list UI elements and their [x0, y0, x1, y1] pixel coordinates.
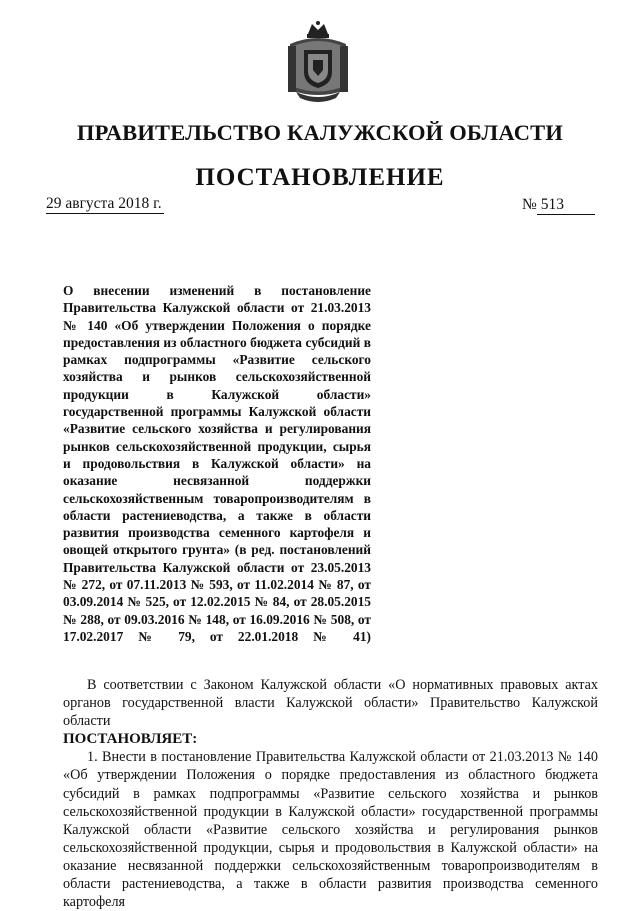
document-subject: О внесении изменений в постановление Правительства Калужской области от 21.03.2013 № 140 «Об утверждении Положения о порядке предоставления из областного бюджета субсидий в рамках подпрограммы «Развитие сельского хозяйства и рынков сельскохозяйственной продукции в Калужской области» государственной программы Калужской области «Развитие сельского хозяйства и регулирования рынков сельскохозяйственной продукции, сырья и продовольствия в Калужской области» на оказание несвязанной поддержки сельскохозяйственным товаропроизводителям в области растениеводства, а также в области развития производства семенного картофеля и овощей открытого грунта» (в ред. постановлений Правительства Калужской области от 23.05.2013 № 272, от 07.11.2013 № 593, от 11.02.2014 № 87, от 03.09.2014 № 525, от 12.02.2015 № 84, от 28.05.2015 № 288, от 09.03.2016 № 148, от 16.09.2016 № 508, от 17.02.2017 № 79, от 22.01.2018 № 41) — [63, 283, 371, 644]
coat-of-arms-icon — [284, 20, 352, 104]
document-body — [63, 676, 598, 911]
number-prefix: № — [522, 196, 537, 213]
item-1-paragraph: 1. Внести в постановление Правительства Калужской области от 21.03.2013 № 140 «Об утверждении Положения о порядке предоставления из областного бюджета субсидий в рамках подпрограммы «Развитие сельского хозяйства и рынков сельскохозяйственной продукции в Калужской области» государственной программы Калужской области «Развитие сельского хозяйства и регулирования рынков сельскохозяйственной продукции, сырья и продовольствия в Калужской области» на оказание несвязанной поддержки сельскохозяйственным товаропроизводителям в области растениеводства, а также в области развития производства семенного картофеля — [63, 749, 598, 911]
document-date: 29 августа 2018 г. — [46, 195, 162, 212]
preamble-paragraph: В соответствии с Законом Калужской области «О нормативных правовых актах органов государственной власти Калужской области» Правительство Калужской области — [63, 677, 598, 730]
document-number — [522, 196, 595, 215]
decree-heading: ПОСТАНОВЛЯЕТ: — [63, 731, 198, 748]
government-title: ПРАВИТЕЛЬСТВО КАЛУЖСКОЙ ОБЛАСТИ — [76, 120, 564, 145]
document-type: ПОСТАНОВЛЕНИЕ — [195, 164, 445, 191]
number-value: 513 — [537, 196, 595, 215]
